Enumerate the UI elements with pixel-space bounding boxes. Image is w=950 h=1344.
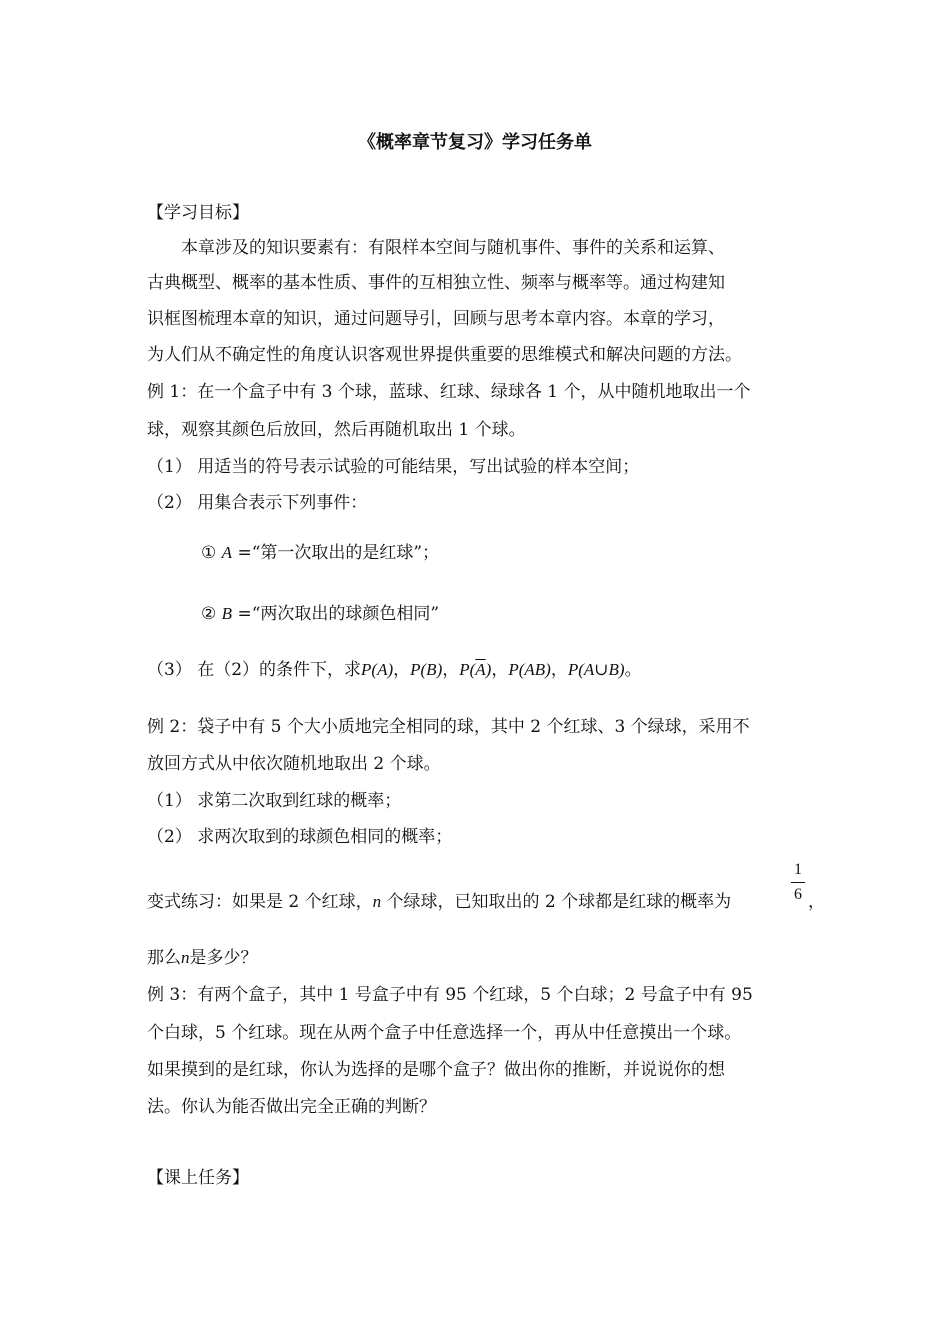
prob-not-a-open: P( [459,660,476,679]
example-2-text: 放回方式从中依次随机地取出 2 个球。 [147,754,441,774]
fraction-denominator: 6 [794,886,802,903]
event-b-num: ② [201,604,217,624]
variant-comma: ， [808,892,825,912]
intro-line: 为人们从不确定性的角度认识客观世界提供重要的思维模式和解决问题的方法。 [147,345,742,365]
goals-heading: 【学习目标】 [147,203,249,223]
fraction-bar [791,882,805,883]
example-1-text: 球，观察其颜色后放回，然后再随机取出 1 个球。 [147,420,526,440]
example-3-text: 法。你认为能否做出完全正确的判断？ [147,1097,436,1117]
example-1-q2: （2） 用集合表示下列事件： [147,493,368,513]
example-2-q2: （2） 求两次取到的球颜色相同的概率； [147,827,453,847]
event-a-var: A [221,543,233,562]
separator: ， [491,660,509,680]
variable-n: n [372,892,382,911]
example-1-q1: （1） 用适当的符号表示试验的可能结果，写出试验的样本空间； [147,457,640,477]
prob-b: P(B) [410,660,443,679]
period: 。 [624,660,642,680]
variant-text: 个绿球，已知取出的 2 个球都是红球的概率为 [381,892,732,912]
example-1-q3 [147,659,642,681]
prob-a-union-b: P(A∪B) [567,660,625,679]
task-heading: 【课上任务】 [147,1168,249,1188]
prob-not-a-var: $\overline{A}$ [475,660,486,679]
intro-line: 本章涉及的知识要素有：有限样本空间与随机事件、事件的关系和运算、 [147,238,725,258]
intro-line: 古典概型、概率的基本性质、事件的互相独立性、频率与概率等。通过构建知 [147,273,725,293]
prob-not-a [459,660,491,679]
separator: ， [442,660,460,680]
prob-ab: P(AB) [508,660,551,679]
page-title: 《概率章节复习》学习任务单 [358,132,592,153]
event-a [201,542,439,564]
variant-exercise [147,891,731,913]
fraction-numerator: 1 [794,861,802,878]
event-a-num: ① [201,543,217,563]
prob-a: P(A) [361,660,394,679]
example-3-text: 例 3：有两个盒子，其中 1 号盒子中有 95 个红球，5 个白球；2 号盒子中有 95 [147,985,753,1005]
variant-text: 是多少？ [189,948,258,968]
example-2-q1: （1） 求第二次取到红球的概率； [147,791,402,811]
separator: ， [550,660,568,680]
separator: ， [393,660,411,680]
prob-not-a-close: ) [485,660,492,679]
event-b-var: B [221,604,233,623]
variant-text: 变式练习：如果是 2 个红球， [147,892,373,912]
variant-text: 那么 [147,948,181,968]
variable-n: n [181,948,190,967]
example-3-text: 如果摸到的是红球，你认为选择的是哪个盒子？做出你的推断，并说说你的想 [147,1060,725,1080]
event-a-text: =“第一次取出的是红球”； [232,543,440,563]
example-1-text: 例 1：在一个盒子中有 3 个球，蓝球、红球、绿球各 1 个，从中随机地取出一个 [147,382,751,402]
event-b [201,603,439,625]
example-3-text: 个白球，5 个红球。现在从两个盒子中任意选择一个，再从中任意摸出一个球。 [147,1023,742,1043]
intro-line: 识框图梳理本章的知识，通过问题导引，回顾与思考本章内容。本章的学习， [147,309,725,329]
event-b-text: =“两次取出的球颜色相同” [232,604,440,624]
variant-question [147,947,258,969]
fraction-one-sixth [791,860,805,905]
example-2-text: 例 2：袋子中有 5 个大小质地完全相同的球，其中 2 个红球、3 个绿球，采用不 [147,717,750,737]
q3-prefix: （3） 在（2）的条件下，求 [147,660,362,680]
